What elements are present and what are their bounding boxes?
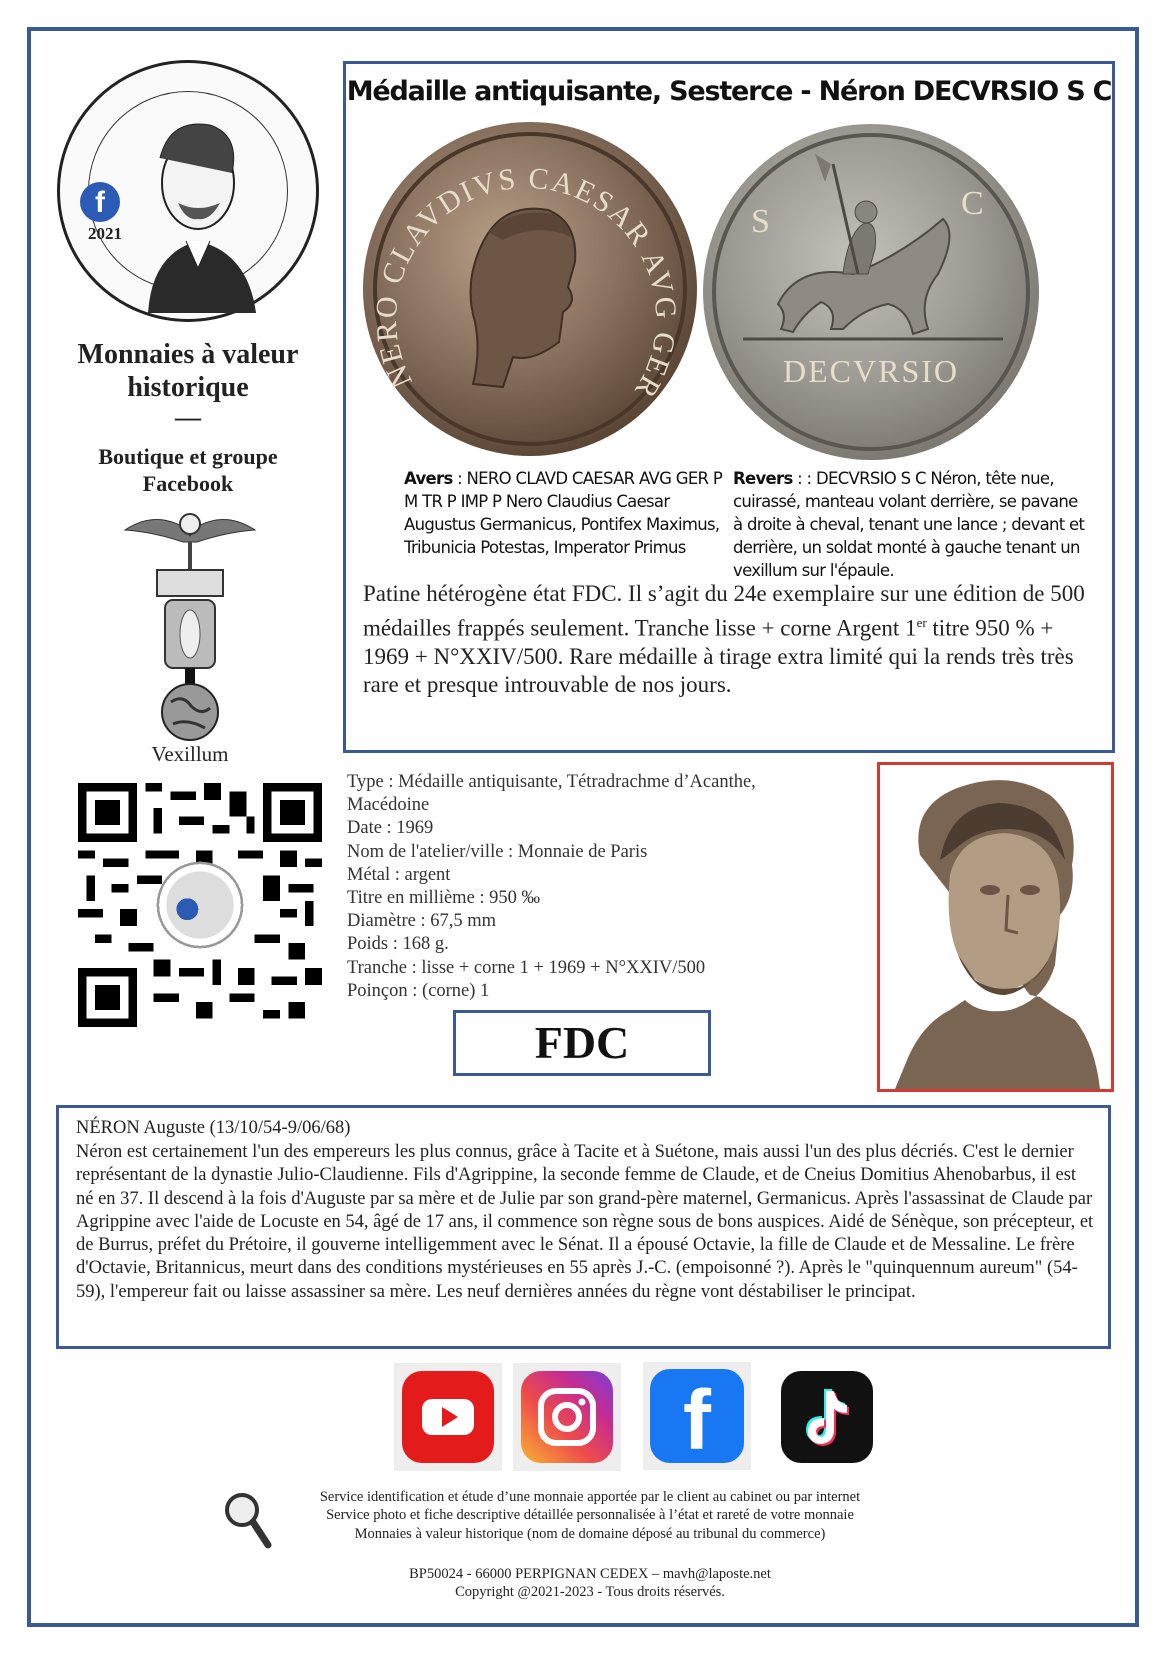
footer-line-1: Service identification et étude d’une monnaie apportée par le client au cabinet ou par internet xyxy=(319,1489,861,1505)
revers-coin-s: S xyxy=(751,203,772,240)
patina-superscript: er xyxy=(916,614,927,630)
revers-label: Revers xyxy=(733,469,793,488)
footer-services xyxy=(270,1488,910,1543)
nero-bust-image xyxy=(877,762,1114,1092)
grade-badge: FDC xyxy=(453,1010,711,1076)
qr-code[interactable] xyxy=(78,783,322,1027)
footer-contact xyxy=(270,1565,910,1602)
avers-coin-legend: NERO CLAVDIVS CAESAR AVG GER xyxy=(369,161,683,406)
spec-type: Type : Médaille antiquisante, Tétradrachme d’Acanthe, Macédoine xyxy=(347,772,756,816)
spec-hallmark: Poinçon : (corne) 1 xyxy=(347,980,490,1001)
revers-coin-legend: DECVRSIO xyxy=(782,353,960,389)
specs-list xyxy=(347,771,807,1003)
spec-workshop: Nom de l'atelier/ville : Monnaie de Paris xyxy=(347,841,648,862)
patina-part2: titre 950 % + 1969 + N°XXIV/500. Rare médaille à tirage extra limité qui la rends très très rare et presque introuvable de nos jours. xyxy=(363,615,1074,698)
patina-part1: Patine hétérogène état FDC. Il s’agit du 24e exemplaire sur une édition de 500 médailles frappés seulement. Tranche lisse + corne Argent 1 xyxy=(363,581,1085,641)
brand-subtitle: Boutique et groupe Facebook xyxy=(98,444,278,496)
instagram-link[interactable] xyxy=(513,1363,621,1471)
youtube-icon xyxy=(402,1371,494,1463)
seal-facebook-icon: f xyxy=(80,182,120,222)
tiktok-link[interactable] xyxy=(773,1363,881,1471)
revers-text: : : DECVRSIO S C Néron, tête nue, cuirassé, manteau volant derrière, se pavane à droite à cheval, tenant une lance ; devant et derrière, un soldat monté à gauche tenant un vexillum sur l'épaule. xyxy=(733,469,1085,580)
footer-line-2: Service photo et fiche descriptive détaillée personnalisée à l’état et rareté de votre monnaie xyxy=(326,1507,854,1524)
footer-address: BP50024 - 66000 PERPIGNAN CEDEX – mavh@laposte.net xyxy=(409,1566,771,1582)
coin-revers-image xyxy=(703,124,1039,460)
vexillum-label: Vexillum xyxy=(151,742,229,766)
brand-title: Monnaies à valeur historique xyxy=(77,339,299,403)
spec-edge: Tranche : lisse + corne 1 + 1969 + N°XXIV/500 xyxy=(347,957,706,978)
facebook-link[interactable] xyxy=(643,1362,751,1470)
coin-avers-image xyxy=(363,122,697,456)
brand-separator: — xyxy=(175,403,201,432)
avers-label: Avers xyxy=(404,469,453,488)
spec-date: Date : 1969 xyxy=(347,818,434,839)
medal-title: Médaille antiquisante, Sesterce - Néron DECVRSIO S C xyxy=(346,76,1112,107)
bust-art xyxy=(880,765,1111,1089)
youtube-link[interactable] xyxy=(394,1363,502,1471)
avers-text: : NERO CLAVD CAESAR AVG GER P M TR P IMP P Nero Claudius Caesar Augustus Germanicus, Pontifex Maximus, Tribunicia Potestas, Imperator Primus xyxy=(404,469,723,557)
spec-diameter: Diamètre : 67,5 mm xyxy=(347,911,496,932)
facebook-letter: f xyxy=(683,1373,711,1463)
patina-description xyxy=(363,580,1095,700)
vexillum-illustration xyxy=(115,502,265,742)
avers-caption xyxy=(404,467,724,559)
spec-fineness: Titre en millième : 950 ‰ xyxy=(347,888,541,909)
instagram-icon xyxy=(521,1371,613,1463)
footer-line-3: Monnaies à valeur historique (nom de domaine déposé au tribunal du commerce) xyxy=(354,1525,826,1542)
biography-text: Néron est certainement l'un des empereurs les plus connus, grâce à Tacite et à Suétone, mais aussi l'un des plus décriés. C'est le dernier représentant de la dynastie Julio-Claudienne. Fils d'Agrippine, la seconde femme de Claude, et de Cneius Domitius Ahenobarbus, il est né en 37. Il descend à la fois d'Auguste par sa mère et de Julie par son grand-père maternel, Germanicus. Après l'assassinat de Claude par Agrippine avec l'aide de Locuste en 54, âgé de 17 ans, il commence son règne sous de bons auspices. Aidé de Sénèque, son précepteur, et de Burrus, préfet du Prétoire, il gouverne intelligemment avec le Sénat. Il a épousé Octavie, la fille de Claude et de Messaline. Le frère d'Octavie, Britannicus, meurt dans des conditions mystérieuses en 55 après J.-C. (empoisonné ?). Après le "quinquennum aureum" (54-59), l'empereur fait ou laisse assassiner sa mère. Les neuf dernières années du règne vont déstabiliser le principat. xyxy=(76,1142,1094,1302)
footer-copyright: Copyright @2021-2023 - Tous droits réservés. xyxy=(455,1584,725,1601)
spec-weight: Poids : 168 g. xyxy=(347,934,449,955)
revers-coin-art xyxy=(703,124,1039,460)
facebook-icon xyxy=(650,1369,744,1463)
seal-year: 2021 xyxy=(88,224,122,243)
revers-caption xyxy=(733,467,1085,582)
tiktok-icon xyxy=(781,1371,873,1463)
spec-metal: Métal : argent xyxy=(347,864,451,885)
biography-title: NÉRON Auguste (13/10/54-9/06/68) xyxy=(76,1118,351,1138)
search-icon xyxy=(222,1490,274,1550)
revers-coin-c: C xyxy=(961,185,986,222)
avers-coin-art xyxy=(363,122,697,456)
